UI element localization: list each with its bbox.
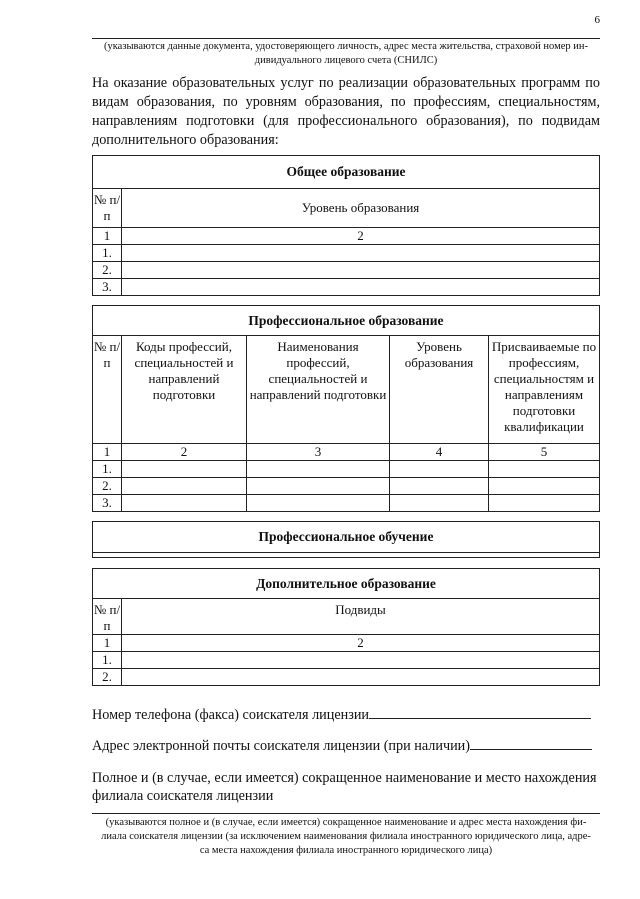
top-note-line-1: (указываются данные документа, удостоверяющего личность, адрес места жительства, страховой номер ин- bbox=[103, 41, 589, 52]
table-row: 1. bbox=[93, 245, 122, 262]
row-cell[interactable] bbox=[122, 461, 247, 478]
intro-paragraph: На оказание образовательных услуг по реализации образовательных программ по видам образования, по уровням образования, по профессиям, специальностям, направлениям подготовки (для профессионального образования), по подвидам дополнительного образования: bbox=[92, 75, 600, 148]
table-row: 2. bbox=[93, 478, 122, 495]
phone-label: Номер телефона (факса) соискателя лицензии bbox=[92, 707, 370, 723]
additional-education-title: Дополнительное образование bbox=[93, 569, 600, 599]
phone-field-row bbox=[92, 704, 591, 724]
table-row: 2. bbox=[93, 669, 122, 686]
row-value[interactable] bbox=[122, 279, 600, 296]
bottom-note bbox=[92, 816, 600, 858]
branch-field bbox=[92, 769, 600, 805]
general-education-table bbox=[92, 155, 600, 296]
col-subtypes-header: Подвиды bbox=[122, 599, 600, 635]
top-field-line bbox=[92, 38, 600, 39]
professional-training-body[interactable] bbox=[93, 553, 600, 558]
branch-input-line[interactable] bbox=[92, 813, 600, 814]
email-label: Адрес электронной почты соискателя лицензии (при наличии) bbox=[92, 738, 470, 754]
table-row: 2. bbox=[93, 262, 122, 279]
col-codes-header: Коды профессий, специальностей и направлений подготовки bbox=[122, 336, 247, 444]
top-note bbox=[92, 40, 600, 68]
row-cell[interactable] bbox=[390, 478, 489, 495]
col-number-header: № п/п bbox=[93, 599, 122, 635]
col-names-header: Наименования профессий, специальностей и направлений подготовки bbox=[247, 336, 390, 444]
professional-education-table bbox=[92, 305, 600, 512]
table-row: 3. bbox=[93, 495, 122, 512]
row-cell[interactable] bbox=[247, 495, 390, 512]
num-cell: 5 bbox=[489, 444, 600, 461]
row-cell[interactable] bbox=[247, 478, 390, 495]
branch-label-line-1: Полное и (в случае, если имеется) сокращенное наименование и место нахождения bbox=[92, 770, 597, 786]
phone-input-line[interactable] bbox=[369, 704, 591, 719]
num-cell: 2 bbox=[122, 444, 247, 461]
num-cell: 1 bbox=[93, 228, 122, 245]
num-cell: 2 bbox=[122, 228, 600, 245]
table-row: 1. bbox=[93, 652, 122, 669]
num-cell: 2 bbox=[122, 635, 600, 652]
row-cell[interactable] bbox=[390, 461, 489, 478]
email-input-line[interactable] bbox=[470, 735, 592, 750]
additional-education-table bbox=[92, 568, 600, 686]
email-field-row bbox=[92, 735, 592, 755]
top-note-line-2: дивидуального лицевого счета (СНИЛС) bbox=[254, 55, 438, 66]
row-cell[interactable] bbox=[390, 495, 489, 512]
professional-education-title: Профессиональное образование bbox=[93, 306, 600, 336]
col-number-header: № п/п bbox=[93, 336, 122, 444]
general-education-title: Общее образование bbox=[93, 156, 600, 189]
page-number: 6 bbox=[594, 14, 600, 26]
num-cell: 4 bbox=[390, 444, 489, 461]
num-cell: 3 bbox=[247, 444, 390, 461]
professional-training-title: Профессиональное обучение bbox=[93, 522, 600, 553]
bottom-note-line-2: лиала соискателя лицензии (за исключением наименования филиала иностранного юридического лица, адре- bbox=[101, 831, 591, 842]
row-cell[interactable] bbox=[489, 478, 600, 495]
col-qualification-header: Присваиваемые по профессиям, специальностям и направлениям подготовки квалификации bbox=[489, 336, 600, 444]
col-level-header: Уровень образования bbox=[390, 336, 489, 444]
bottom-note-line-1: (указываются полное и (в случае, если имеется) сокращенное наименование и адрес места нахождения фи- bbox=[105, 817, 587, 828]
row-cell[interactable] bbox=[122, 478, 247, 495]
row-value[interactable] bbox=[122, 652, 600, 669]
num-cell: 1 bbox=[93, 444, 122, 461]
table-row: 1. bbox=[93, 461, 122, 478]
col-level-header: Уровень образования bbox=[122, 189, 600, 228]
row-cell[interactable] bbox=[122, 495, 247, 512]
row-value[interactable] bbox=[122, 262, 600, 279]
row-value[interactable] bbox=[122, 245, 600, 262]
row-cell[interactable] bbox=[489, 495, 600, 512]
professional-training-table bbox=[92, 521, 600, 558]
branch-label-line-2: филиала соискателя лицензии bbox=[92, 788, 274, 804]
row-value[interactable] bbox=[122, 669, 600, 686]
table-row: 3. bbox=[93, 279, 122, 296]
col-number-header: № п/п bbox=[93, 189, 122, 228]
bottom-note-line-3: са места нахождения филиала иностранного юридического лица) bbox=[199, 845, 493, 856]
row-cell[interactable] bbox=[489, 461, 600, 478]
num-cell: 1 bbox=[93, 635, 122, 652]
row-cell[interactable] bbox=[247, 461, 390, 478]
